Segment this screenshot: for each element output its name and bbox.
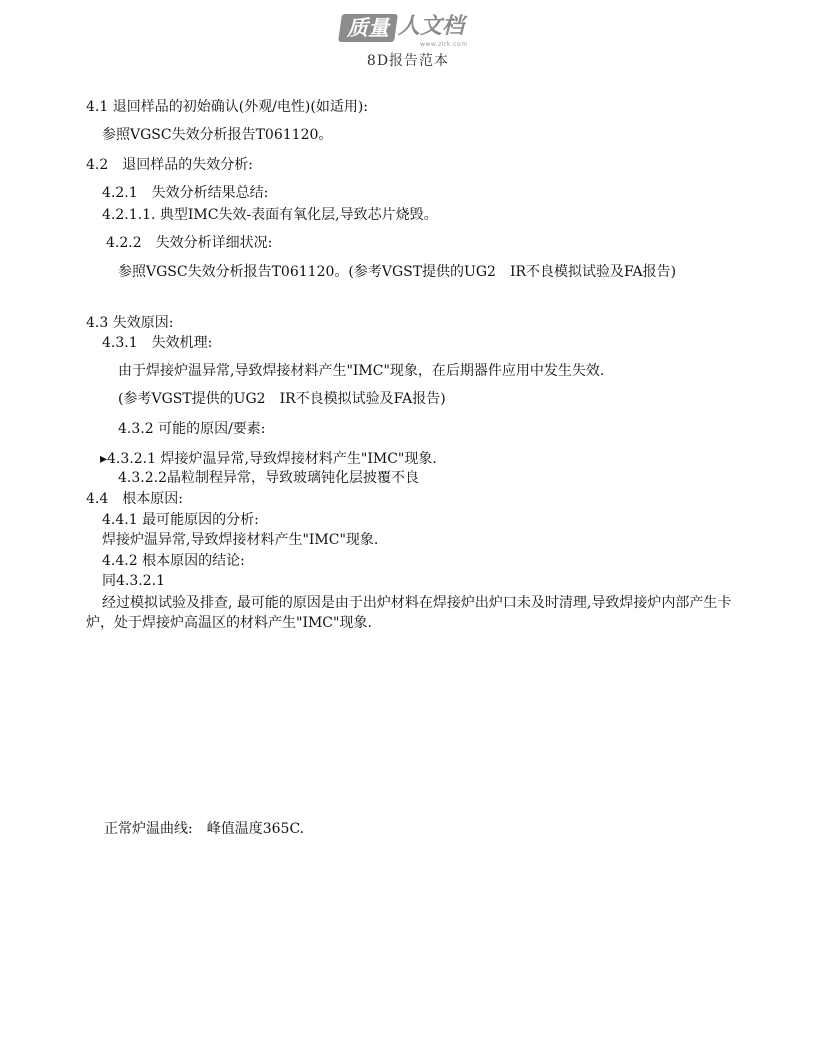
section-4-3-1-reference: (参考VGST提供的UG2 IR不良模拟试验及FA报告) bbox=[118, 391, 446, 407]
section-4-1-heading: 4.1 退回样品的初始确认(外观/电性)(如适用): bbox=[86, 99, 368, 115]
section-4-4-heading: 4.4 根本原因: bbox=[86, 491, 183, 507]
section-4-2-2-heading: 4.2.2 失效分析详细状况: bbox=[106, 235, 273, 251]
section-4-4-1-heading: 4.4.1 最可能原因的分析: bbox=[102, 512, 259, 528]
document-header: 8D报告范本 bbox=[366, 53, 450, 69]
section-4-2-1-1-text: 4.2.1.1. 典型IMC失效-表面有氧化层,导致芯片烧毁。 bbox=[102, 207, 438, 223]
section-4-2-heading: 4.2 退回样品的失效分析: bbox=[86, 157, 253, 173]
section-4-4-1-text: 焊接炉温异常,导致焊接材料产生"IMC"现象. bbox=[102, 532, 379, 548]
logo-text: 人文档 bbox=[398, 14, 465, 39]
section-4-2-1-heading: 4.2.1 失效分析结果总结: bbox=[102, 185, 269, 201]
logo bbox=[340, 14, 478, 48]
conclusion-paragraph: 经过模拟试验及排查, 最可能的原因是由于出炉材料在焊接炉出炉口未及时清理,导致焊接炉内部产生卡炉，处于焊接炉高温区的材料产生"IMC"现象. bbox=[86, 595, 732, 631]
section-4-3-2-2-text: 4.3.2.2晶粒制程异常，导致玻璃钝化层披覆不良 bbox=[118, 470, 419, 486]
section-4-3-2-heading: 4.3.2 可能的原因/要素: bbox=[118, 421, 266, 437]
section-4-1-text: 参照VGSC失效分析报告T061120。 bbox=[102, 127, 333, 143]
furnace-curve-caption: 正常炉温曲线: 峰值温度365C. bbox=[104, 821, 305, 837]
logo-url: www.zlrk.com bbox=[420, 41, 468, 48]
section-4-4-2-heading: 4.4.2 根本原因的结论: bbox=[102, 553, 245, 569]
section-4-2-2-text: 参照VGSC失效分析报告T061120。(参考VGST提供的UG2 IR不良模拟试验及FA报告) bbox=[118, 264, 677, 280]
section-4-3-1-text: 由于焊接炉温异常,导致焊接材料产生"IMC"现象，在后期器件应用中发生失效. bbox=[118, 363, 605, 379]
logo-box-text: 质量 bbox=[347, 16, 389, 40]
section-4-3-heading: 4.3 失效原因: bbox=[86, 315, 174, 331]
section-4-3-1-heading: 4.3.1 失效机理: bbox=[102, 335, 213, 351]
section-4-4-2-text: 同4.3.2.1 bbox=[102, 573, 165, 589]
section-4-3-2-1-text: ▸4.3.2.1 焊接炉温异常,导致焊接材料产生"IMC"现象. bbox=[100, 451, 437, 467]
